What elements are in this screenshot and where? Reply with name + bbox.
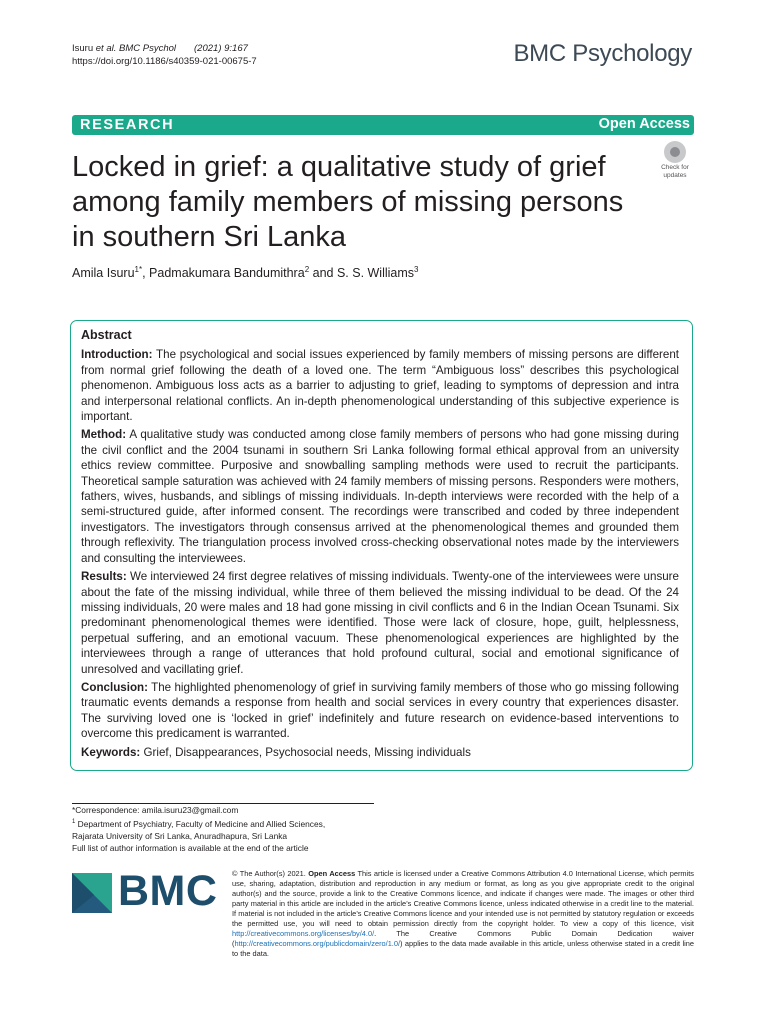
journal-name: BMC Psychology (513, 40, 692, 67)
affiliation-text-1: Department of Psychiatry, Faculty of Medicine and Allied Sciences, (75, 818, 326, 829)
license-body: This article is licensed under a Creative Commons Attribution 4.0 International License, which permits use, sharing, adaptation, distribution and reproduction in any medium or format, as long as you give appropriate credit to the original author(s) and the source, provide a link to the Creative Commons licence, and indicate if changes were made. The images or other third party material in this article are included in the article’s Creative Commons licence, unless indicated otherwise in a credit line to the material. If material is not included in the article’s Creative Commons licence and your intended use is not permitted by statutory regulation or exceeds the permitted use, you will need to obtain permission directly from the copyright holder. To view a copy of this licence, visit (232, 869, 694, 928)
full-author-info-note: Full list of author information is available at the end of the article (72, 842, 309, 853)
bmc-logo-mark-icon (72, 873, 112, 913)
license-prefix: © The Author(s) 2021. (232, 869, 309, 878)
method-text: A qualitative study was conducted among close family members of persons who had gone missing during the civil conflict and the 2004 tsunami in southern Sri Lanka following formal ethical approval from an university ethics review committee. Purposive and snowballing sampling methods were used to recruit the participants. Theoretical sample saturation was achieved with 24 family members of missing persons. Responders were mothers, fathers, wives, husbands, and siblings of missing individuals. In-depth interviews were recorded with the help of a semi-structured guide, after informed consent. The recordings were transcribed and coded by three independent investigators. The investigators through consensus arrived at the phenomenological themes and grounded them through reflexivity. The triangulation process involved cross-checking observational notes made by the interviewers and consulting the interviewees. (81, 428, 679, 565)
article-type-label: RESEARCH (80, 117, 175, 133)
method-label: Method: (81, 428, 127, 442)
doi-link[interactable]: https://doi.org/10.1186/s40359-021-00675-7 (72, 56, 257, 67)
citation-journal: et al. BMC Psychol (95, 43, 177, 54)
correspondence-email[interactable]: *Correspondence: amila.isuru23@gmail.com (72, 805, 239, 815)
author-list (72, 265, 418, 280)
introduction-text: The psychological and social issues experienced by family members of missing persons are different from normal grief following the death of a loved one. The term “Ambiguous loss” describes this psychological phenomenon. Ambiguous loss acts as a barrier to adjusting to grief, leading to symptoms of depression and intra and interpersonal relational conflicts. An in-depth phenomenological understanding of this subjective experience is important. (81, 348, 679, 424)
citation-authors: Isuru (72, 43, 96, 54)
keywords-text: Grief, Disappearances, Psychosocial needs, Missing individuals (140, 745, 471, 759)
footnotes (72, 804, 392, 854)
license-open-access: Open Access (308, 869, 356, 878)
license-link-cc-by[interactable]: http://creativecommons.org/licenses/by/4.0/ (232, 929, 375, 938)
license-mid: . The Creative Commons Public Domain Dedication waiver ( (232, 929, 694, 948)
abstract-results (81, 569, 679, 677)
article-type-banner (72, 115, 694, 135)
check-updates-text-2: updates (663, 172, 687, 179)
bmc-logo-text: BMC (118, 867, 218, 915)
abstract-heading: Abstract (81, 328, 132, 342)
author-2-affil: 2 (304, 265, 310, 274)
article-title: Locked in grief: a qualitative study of grief among family members of missing persons in southern Sri Lanka (72, 151, 624, 253)
author-2[interactable]: , Padmakumara Bandumithra (142, 266, 305, 281)
affiliation-line-1 (72, 816, 392, 830)
author-3[interactable]: and S. S. Williams (309, 266, 415, 281)
open-access-label: Open Access (598, 116, 690, 132)
abstract-introduction (81, 347, 679, 424)
citation-year-volume: (2021) 9:167 (194, 43, 248, 54)
license-link-cc0[interactable]: http://creativecommons.org/publicdomain/zero/1.0/ (234, 939, 401, 948)
license-end: ) applies to the data made available in this article, unless otherwise stated in a credit line to the data. (232, 939, 694, 958)
citation-header (72, 42, 257, 68)
license-statement (232, 869, 694, 959)
author-3-affil: 3 (414, 265, 419, 274)
abstract-conclusion (81, 680, 679, 742)
results-text: We interviewed 24 first degree relatives of missing individuals. Twenty-one of the interviewees were unsure about the fate of the missing individual, while three of them believed the missing individual to be dead. Of the 24 missing individuals, 20 were males and 18 had gone missing in civil conflicts and 6 in the Indian Ocean Tsunami. Six predominant phenomenological themes were identified. Those were lack of closure, hope, guilt, helplessness, perpetual suffering, and an emotional vacuum. These phenomenological experiences are highlighted by the interviewees through a range of utterances that hold profound cultural, social and emotional significance of unresolved and vacillating grief. (81, 570, 679, 676)
abstract-method (81, 427, 679, 566)
conclusion-label: Conclusion: (81, 680, 148, 694)
abstract-keywords (81, 745, 679, 760)
results-label: Results: (81, 570, 127, 584)
check-for-updates-badge[interactable] (655, 141, 695, 181)
keywords-label: Keywords: (81, 745, 141, 759)
author-1-affil: 1* (134, 265, 143, 274)
citation-line (72, 42, 257, 55)
check-updates-icon (664, 141, 686, 163)
check-updates-text-1: Check for (661, 164, 689, 171)
author-1[interactable]: Amila Isuru (72, 266, 135, 281)
conclusion-text: The highlighted phenomenology of grief in surviving family members of those who go missing following traumatic events demands a response from health and social services in every country that experiences disaster. The surviving loved one is ‘locked in grief’ indefinitely and future research on evidence-based interventions to overcome this predicament is warranted. (81, 680, 679, 741)
introduction-label: Introduction: (81, 348, 153, 362)
affiliation-sup: 1 (72, 819, 76, 825)
affiliation-line-2: Rajarata University of Sri Lanka, Anuradhapura, Sri Lanka (72, 830, 288, 841)
abstract-box (70, 320, 693, 771)
